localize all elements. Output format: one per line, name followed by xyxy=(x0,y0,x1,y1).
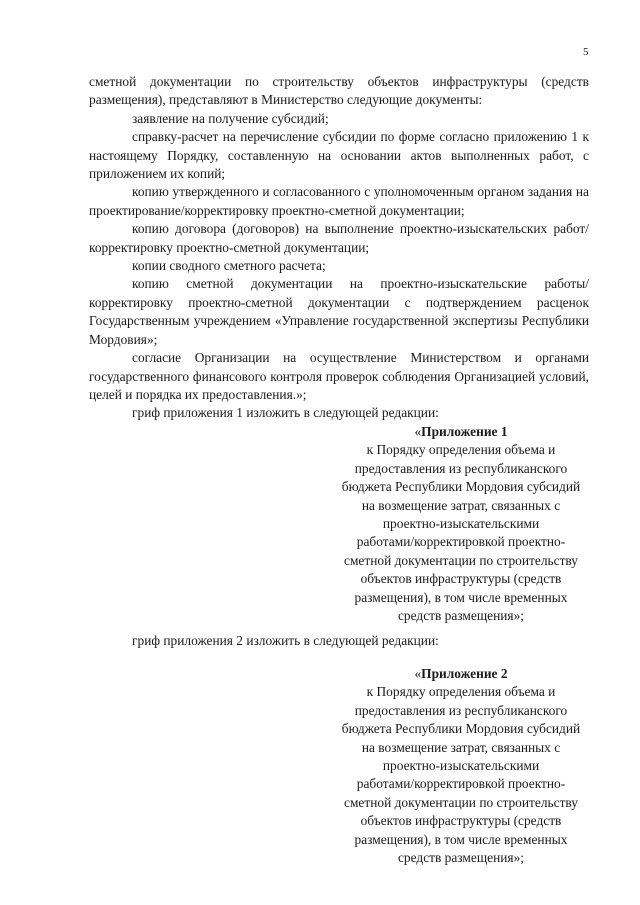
paragraph: согласие Организации на осуществление Министерством и органами государственного финансового контроля проверок соблюдения Организацией условий, целей и порядка их предоставления.»; xyxy=(89,350,589,402)
appendix-1-line: размещения), в том числе временных xyxy=(354,589,568,605)
paragraph: копию договора (договоров) на выполнение проектно-изыскательских работ/корректировку проектно-сметной документации; xyxy=(89,221,589,255)
appendix-1-line: объектов инфраструктуры (средств xyxy=(360,571,562,587)
paragraph: копию сметной документации на проектно-изыскательские работы/корректировку проектно-сметной документации с подтверждением расценок Государственным учреждением «Управление государственной экспертизы Республики Мордовия»; xyxy=(89,276,589,347)
appendix-2-instruction: гриф приложения 2 изложить в следующей редакции: xyxy=(132,633,439,648)
appendix-2-line: размещения), в том числе временных xyxy=(354,831,568,847)
appendix-2-line: на возмещение затрат, связанных с xyxy=(361,739,561,755)
paragraph: справку-расчет на перечисление субсидии по форме согласно приложению 1 к настоящему Порядку, составленную на основании актов выполненных работ, с приложением их копий; xyxy=(89,129,589,182)
appendix-2-line: работами/корректировкой проектно- xyxy=(356,776,566,792)
body-text xyxy=(89,73,589,423)
appendix-1-line: предоставления из республиканского xyxy=(354,460,568,476)
appendix-1-header xyxy=(330,423,592,625)
appendix-2-line: объектов инфраструктуры (средств xyxy=(360,813,562,829)
page-number: 5 xyxy=(583,46,589,58)
appendix-1-line: сметной документации по строительству xyxy=(344,552,578,568)
appendix-2-header xyxy=(330,665,592,867)
appendix-2-line: средств размещения»; xyxy=(397,850,524,866)
appendix-2-title: «Приложение 2 xyxy=(414,666,508,681)
appendix-2-line: бюджета Республики Мордовия субсидий xyxy=(341,721,581,737)
appendix-1-line: бюджета Республики Мордовия субсидий xyxy=(341,479,581,495)
paragraph: копии сводного сметного расчета; xyxy=(132,258,326,274)
appendix-2-line: проектно-изыскательскими xyxy=(382,758,540,774)
paragraph: сметной документации по строительству объектов инфраструктуры (средств размещения), представляют в Министерство следующие документы: xyxy=(89,74,589,108)
appendix-2-line: предоставления из республиканского xyxy=(354,702,568,718)
appendix-1-line: проектно-изыскательскими xyxy=(382,516,540,532)
paragraph: заявление на получение субсидий; xyxy=(132,110,329,126)
appendix-1-line: работами/корректировкой проектно- xyxy=(356,534,566,550)
appendix-1-line: средств размещения»; xyxy=(397,608,524,624)
appendix-1-line: на возмещение затрат, связанных с xyxy=(361,497,561,513)
appendix-2-line: сметной документации по строительству xyxy=(344,794,578,810)
paragraph: гриф приложения 1 изложить в следующей редакции: xyxy=(132,405,439,421)
paragraph: копию утвержденного и согласованного с уполномоченным органом задания на проектирование/корректировку проектно-сметной документации; xyxy=(89,184,589,218)
appendix-1-line: к Порядку определения объема и xyxy=(366,442,556,458)
appendix-1-title: «Приложение 1 xyxy=(414,424,508,439)
appendix-2-line: к Порядку определения объема и xyxy=(366,684,556,700)
